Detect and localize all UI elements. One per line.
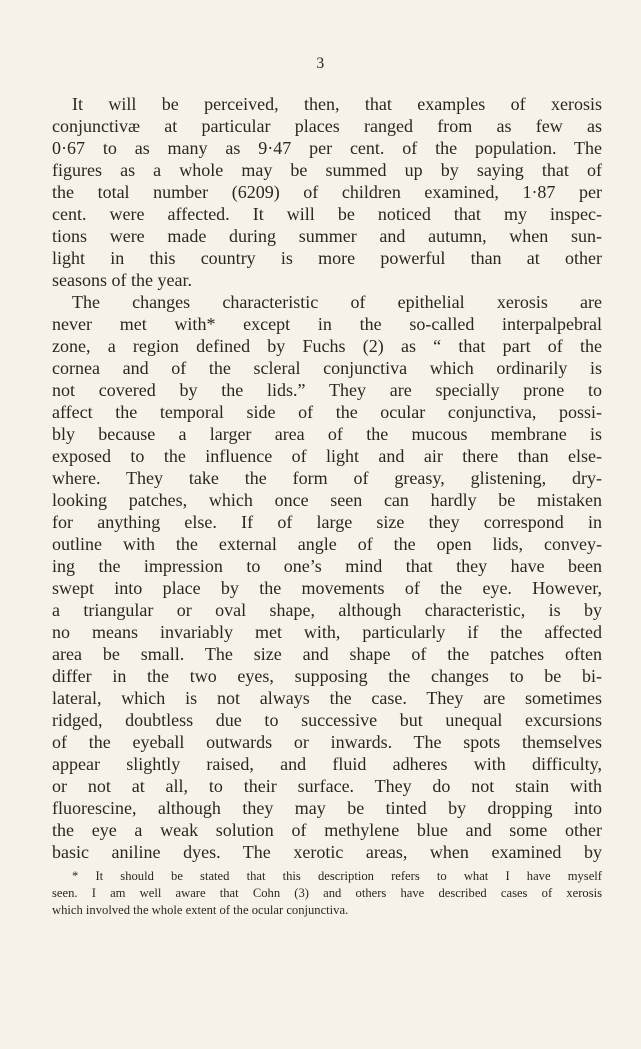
text-line: 0·67 to as many as 9·47 per cent. of the population. The	[52, 138, 602, 158]
text-line: appear slightly raised, and fluid adheres with difficulty,	[52, 754, 602, 774]
text-line: area be small. The size and shape of the patches often	[52, 644, 602, 664]
text-line: zone, a region defined by Fuchs (2) as “ that part of the	[52, 336, 602, 356]
text-line: where. They take the form of greasy, glistening, dry-	[52, 468, 602, 488]
text-line: ridged, doubtless due to successive but unequal excursions	[52, 710, 602, 730]
text-line: lateral, which is not always the case. They are sometimes	[52, 688, 602, 708]
footnote-line: * It should be stated that this description refers to what I have myself	[72, 869, 602, 883]
text-line: It will be perceived, then, that examples of xerosis	[72, 94, 602, 114]
text-line: tions were made during summer and autumn, when sun-	[52, 226, 602, 246]
page-number: 3	[316, 55, 325, 72]
text-line: The changes characteristic of epithelial xerosis are	[72, 292, 602, 312]
text-line: bly because a larger area of the mucous membrane is	[52, 424, 602, 444]
text-line: no means invariably met with, particularly if the affected	[52, 622, 602, 642]
text-line: exposed to the influence of light and air there than else-	[52, 446, 602, 466]
text-line: affect the temporal side of the ocular conjunctiva, possi-	[52, 402, 602, 422]
text-line: outline with the external angle of the open lids, convey-	[52, 534, 602, 554]
text-line: the eye a weak solution of methylene blue and some other	[52, 820, 602, 840]
text-line: figures as a whole may be summed up by saying that of	[52, 160, 602, 180]
text-line: looking patches, which once seen can hardly be mistaken	[52, 490, 602, 510]
text-line: seasons of the year.	[52, 270, 192, 290]
footnote-line: seen. I am well aware that Cohn (3) and others have described cases of xerosis	[52, 886, 602, 900]
text-line: cornea and of the scleral conjunctiva which ordinarily is	[52, 358, 602, 378]
text-line: the total number (6209) of children examined, 1·87 per	[52, 182, 602, 202]
text-line: differ in the two eyes, supposing the changes to be bi-	[52, 666, 602, 686]
footnote-line: which involved the whole extent of the ocular conjunctiva.	[52, 903, 349, 917]
text-line: conjunctivæ at particular places ranged from as few as	[52, 116, 602, 136]
text-line: not covered by the lids.” They are specially prone to	[52, 380, 602, 400]
text-line: light in this country is more powerful than at other	[52, 248, 602, 268]
text-line: cent. were affected. It will be noticed that my inspec-	[52, 204, 602, 224]
text-line: ing the impression to one’s mind that they have been	[52, 556, 602, 576]
text-line: for anything else. If of large size they correspond in	[52, 512, 602, 532]
text-line: or not at all, to their surface. They do not stain with	[52, 776, 602, 796]
text-line: never met with* except in the so-called interpalpebral	[52, 314, 602, 334]
text-line: fluorescine, although they may be tinted by dropping into	[52, 798, 602, 818]
text-line: basic aniline dyes. The xerotic areas, when examined by	[52, 842, 602, 862]
text-line: of the eyeball outwards or inwards. The spots themselves	[52, 732, 602, 752]
text-line: a triangular or oval shape, although characteristic, is by	[52, 600, 602, 620]
text-line: swept into place by the movements of the eye. However,	[52, 578, 602, 598]
